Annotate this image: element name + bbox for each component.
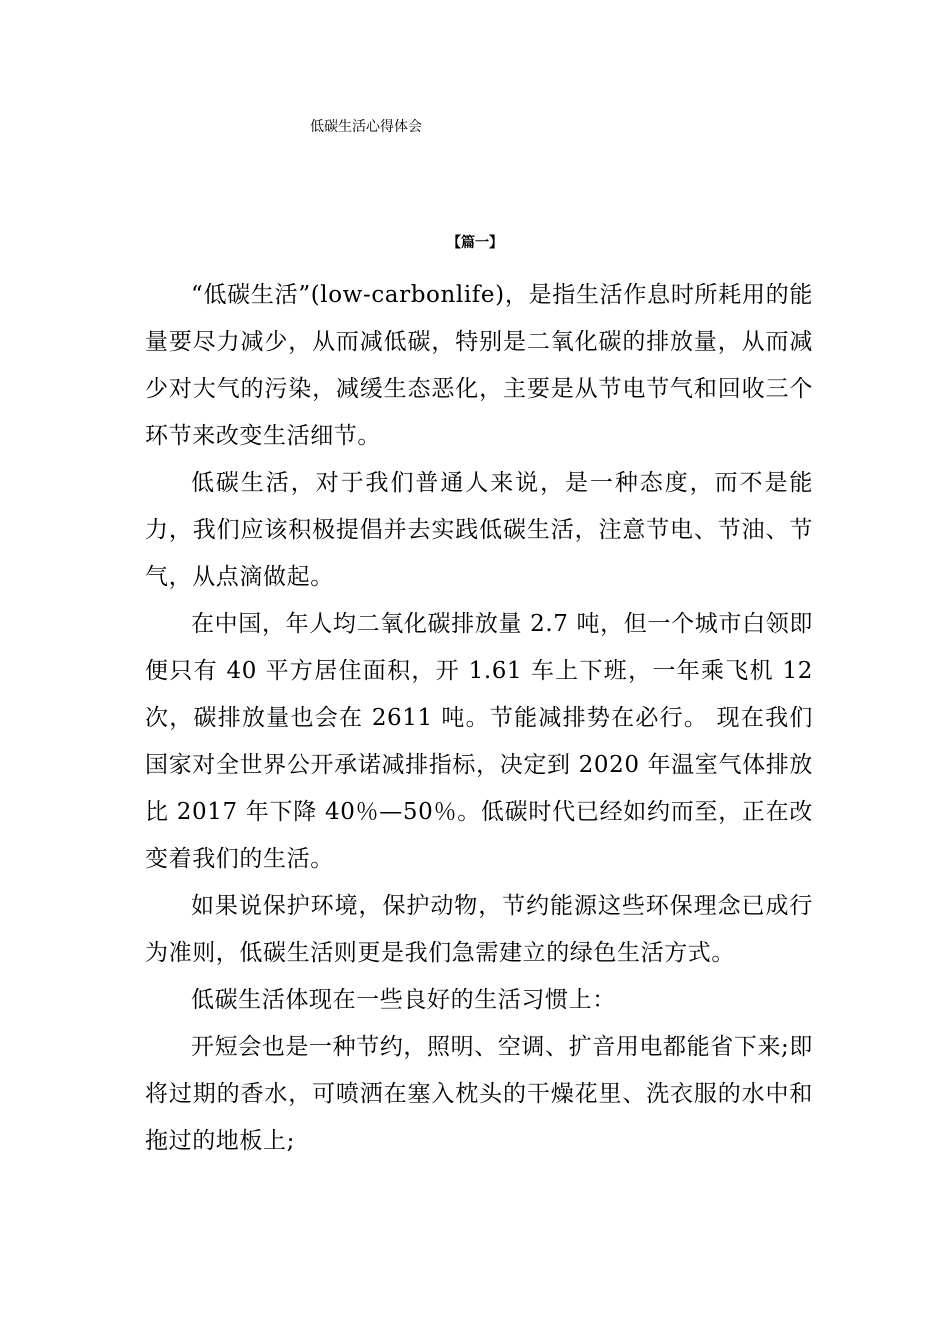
paragraph-habits-examples: 开短会也是一种节约，照明、空调、扩音用电都能省下来;即将过期的香水，可喷洒在塞入枕头的干燥花里、洗衣服的水中和拖过的地板上;	[145, 1034, 813, 1154]
section-heading: 【篇一】	[447, 235, 503, 251]
document-body	[145, 272, 813, 1165]
paragraph-green-lifestyle: 如果说保护环境，保护动物，节约能源这些环保理念已成行为准则，低碳生活则更是我们急需建立的绿色生活方式。	[145, 893, 813, 966]
paragraph-habits-intro: 低碳生活体现在一些良好的生活习惯上：	[191, 987, 616, 1013]
paragraph-statistics: 在中国，年人均二氧化碳排放量 2.7 吨，但一个城市白领即便只有 40 平方居住面积，开 1.61 车上下班，一年乘飞机 12 次，碳排放量也会在 2611 吨。节能减排势在必行。 现在我们国家对全世界公开承诺减排指标，决定到 2020 年温室气体排放比 2017 年下降 40％—50％。低碳时代已经如约而至，正在改变着我们的生活。	[145, 611, 813, 872]
paragraph-definition: “低碳生活”(low-carbonlife)，是指生活作息时所耗用的能量要尽力减少，从而减低碳，特别是二氧化碳的排放量，从而减少对大气的污染，减缓生态恶化，主要是从节电节气和回收三个环节来改变生活细节。	[145, 282, 813, 449]
paragraph-attitude: 低碳生活，对于我们普通人来说，是一种态度，而不是能力，我们应该积极提倡并去实践低碳生活，注意节电、节油、节气，从点滴做起。	[145, 470, 813, 590]
document-title: 低碳生活心得体会	[310, 119, 422, 135]
